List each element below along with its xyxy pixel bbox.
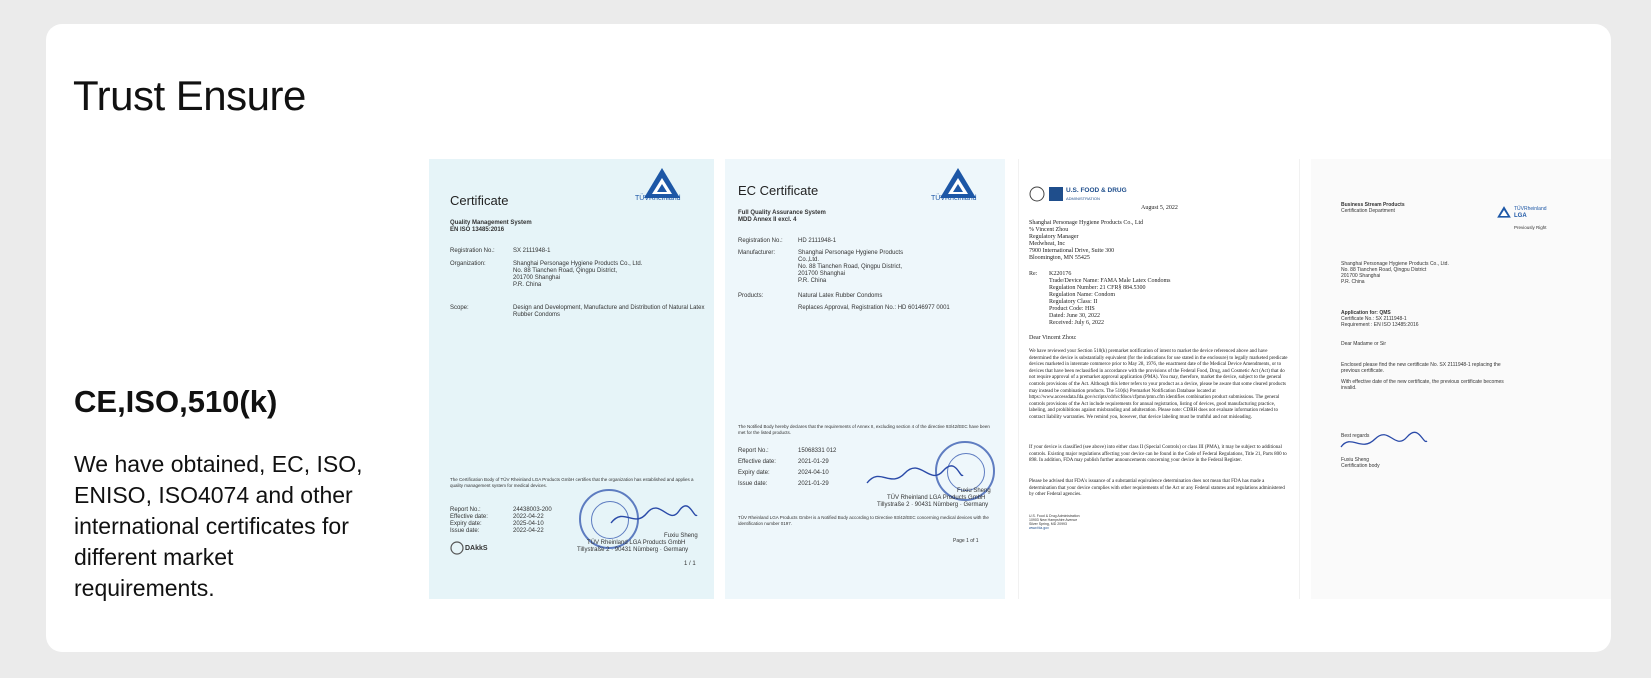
k-number: K220176: [1049, 271, 1072, 277]
letter-addr: Shanghai Personage Hygiene Products Co., Ltd: [1029, 220, 1144, 226]
eff-value: 2021-01-29: [798, 459, 829, 465]
received: Received: July 6, 2022: [1049, 320, 1104, 326]
replace-value: Replaces Approval, Registration No.: HD 60146977 0001: [798, 305, 950, 311]
device-name: Trade/Device Name: FAMA Male Latex Condoms: [1049, 278, 1171, 284]
org-addr: P.R. China: [513, 282, 542, 288]
issue-value: 2022-04-22: [513, 528, 544, 534]
signature-icon: [865, 461, 965, 491]
exp-label: Expiry date:: [450, 521, 482, 527]
fda-agency-sub: ADMINISTRATION: [1066, 196, 1100, 201]
letter-addr: 7900 International Drive, Suite 300: [1029, 248, 1115, 254]
re-label: Re:: [1029, 271, 1038, 277]
issuer-address: Tillystraße 2 · 90431 Nürnberg · Germany: [877, 502, 989, 508]
exp-value: 2024-04-10: [798, 470, 829, 476]
reg-value: SX 2111948-1: [513, 248, 551, 254]
cert-heading: Certificate: [450, 193, 509, 208]
dated: Dated: June 30, 2022: [1049, 313, 1100, 319]
org-value: Shanghai Personage Hygiene Products Co., Ltd.: [513, 261, 643, 267]
report-label: Report No.:: [738, 448, 769, 454]
greeting: Dear Vincent Zhou:: [1029, 335, 1077, 341]
letter-addr: Regulatory Manager: [1029, 234, 1079, 240]
certifications-description: We have obtained, EC, ISO, ENISO, ISO4074 and other international certificates for different market requirements.: [74, 451, 363, 601]
signer-name: Fuxiu Sheng: [1341, 457, 1370, 463]
report-value: 24438003-200: [513, 507, 552, 513]
issuer-address: Tillystraße 2 · 90431 Nürnberg · Germany: [577, 547, 689, 553]
fda-agency-name: U.S. FOOD & DRUG: [1066, 187, 1127, 194]
dakks-logo-icon: [450, 541, 464, 555]
iso-certificate-image[interactable]: [429, 159, 714, 599]
dept-sub: Certification Department: [1341, 208, 1395, 214]
signer-role: Certification body: [1341, 463, 1380, 469]
product-code: Product Code: HIS: [1049, 306, 1095, 312]
application-for: Application for: QMS: [1341, 310, 1391, 316]
man-value: Shanghai Personage Hygiene Products: [798, 250, 904, 256]
lga-logo-text: LGA: [1514, 213, 1527, 219]
man-value: 201700 Shanghai: [798, 271, 846, 277]
issue-label: Issue date:: [450, 528, 480, 534]
letter-body: Please be advised that FDA's issuance of a substantial equivalence determination does not mean that FDA has made a determination that your device complies with other requirements of the Act or any Federal statutes and regulations administered by other Federal agencies.: [1029, 479, 1285, 498]
section-title: Trust Ensure: [73, 72, 306, 119]
man-value: P.R. China: [798, 278, 827, 284]
issuer-company: TÜV Rheinland LGA Products GmbH: [887, 495, 986, 501]
certificate-gallery: [429, 159, 1611, 599]
report-label: Report No.:: [450, 507, 481, 513]
recipient-addr: Shanghai Personage Hygiene Products Co., Ltd.: [1341, 261, 1449, 267]
certifications-heading: CE,ISO,510(k): [74, 384, 278, 419]
body-note: The Notified Body hereby declares that the requirements of Annex II, excluding section 4 of the directive 93/42/EEC have been met for the listed products.: [738, 424, 990, 435]
page-number: 1 / 1: [684, 561, 696, 567]
regulation-name: Regulation Name: Condom: [1049, 292, 1115, 298]
letter-body: We have reviewed your Section 510(k) premarket notification of intent to market the device referenced above and have determined the device is substantially equivalent (for the indications for use stated in the enclosure) to legally marketed predicate devices marketed in interstate commerce prior to May 28, 1976, the enactment date of the Medical Device Amendments, or to devices that have been reclassified in accordance with the provisions of the Federal Food, Drug, and Cosmetic Act (Act) that do not require approval of a premarket approval application (PMA). You may, therefore, market the device, subject to the general controls provisions of the Act. Although this letter refers to your product as a device, please be aware that some cleared products may instead be combination products. The 510(k) Premarket Notification Database located at https://www.accessdata.fda.gov/scripts/cdrh/cfdocs/cfpmn/pmn.cfm identifies combination product submissions. The general controls provisions of the Act include requirements for annual registration, listing of devices, good manufacturing practice, labeling, and prohibitions against misbranding and adulteration. Please note: CDRH does not evaluate information related to contract liability warranties. We remind you, however, that device labeling must be truthful and not misleading.: [1029, 349, 1288, 420]
man-value: No. 88 Tianchen Road, Qingpu District,: [798, 264, 903, 270]
reg-label: Registration No.:: [738, 238, 783, 244]
regulatory-class: Regulatory Class: II: [1049, 299, 1098, 305]
letter-body: If your device is classified (see above) into either class II (Special Controls) or class III (PMA), it may be subject to additional controls. Existing major regulations affecting your device can be found in the Code of Federal Regulations, Title 21, Parts 800 to 898. In addition, FDA may publish further announcements concerning your device in the Federal Register.: [1029, 445, 1287, 464]
letter-addr: Bloomington, MN 55425: [1029, 255, 1090, 261]
dakks-label: DAkkS: [465, 545, 488, 552]
signature-icon: [1339, 429, 1429, 455]
org-label: Organization:: [450, 261, 486, 267]
ec-certificate-image[interactable]: [725, 159, 1005, 599]
man-label: Manufacturer:: [738, 250, 776, 256]
recipient-addr: P.R. China: [1341, 279, 1365, 285]
signer-name: Fuxiu Sheng: [957, 488, 991, 494]
tuv-cover-letter-image[interactable]: [1311, 159, 1611, 599]
org-addr: 201700 Shanghai: [513, 275, 561, 281]
eff-value: 2022-04-22: [513, 514, 544, 520]
issue-label: Issue date:: [738, 481, 768, 487]
tuv-logo-text: TÜVRheinland: [1514, 206, 1547, 212]
letter-body: Enclosed please find the new certificate No. SX 2111948-1 replacing the previous certificate.: [1341, 362, 1501, 374]
recipient-addr: 201700 Shanghai: [1341, 273, 1381, 279]
prod-value: Natural Latex Rubber Condoms: [798, 293, 883, 299]
cert-standard: EN ISO 13485:2016: [450, 227, 505, 233]
fda-footer: 10903 New Hampshire Avenue: [1029, 518, 1078, 522]
man-value: Co.,Ltd.: [798, 257, 820, 263]
footer-note: TÜV Rheinland LGA Products GmbH is a Notified Body according to Directive 93/42/EEC concerning medical devices with the identification number 0197.: [738, 515, 989, 526]
cert-system: Quality Management System: [450, 220, 532, 226]
tuv-logo-text: TÜVRheinland: [635, 195, 681, 202]
eff-label: Effective date:: [738, 459, 776, 465]
requirement: Requirement : EN ISO 13485:2016: [1341, 322, 1419, 328]
scope-value: Design and Development, Manufacture and Distribution of Natural Latex: [513, 305, 705, 311]
reg-label: Registration No.:: [450, 248, 495, 254]
exp-label: Expiry date:: [738, 470, 770, 476]
recipient-addr: No. 88 Tianchen Road, Qingpu District: [1341, 267, 1427, 273]
letter-date: August 5, 2022: [1141, 205, 1178, 211]
page-number: Page 1 of 1: [953, 538, 979, 544]
letter-addr: Medwheat, Inc: [1029, 241, 1065, 247]
reg-value: HD 2111948-1: [798, 238, 837, 244]
signer-name: Fuxiu Sheng: [664, 533, 698, 539]
regulation-number: Regulation Number: 21 CFR§ 884.5300: [1049, 285, 1146, 291]
cert-note: The Certification Body of TÜV Rheinland LGA Products GmbH certifies that the organization has established and applies a quality management system for medical devices.: [450, 477, 694, 488]
cert-heading: EC Certificate: [738, 183, 819, 198]
privacy-note: Previously Right: [1514, 225, 1547, 230]
issuer-company: TÜV Rheinland LGA Products GmbH: [587, 540, 686, 546]
regards: Best regards: [1341, 433, 1370, 439]
tuv-logo-text: TÜVRheinland: [931, 195, 977, 202]
scope-label: Scope:: [450, 305, 469, 311]
cert-system: Full Quality Assurance System: [738, 210, 826, 216]
signature-icon: [609, 501, 699, 531]
eff-label: Effective date:: [450, 514, 488, 520]
tuv-logo-icon: [1496, 205, 1512, 221]
dept-name: Business Stream Products: [1341, 202, 1405, 208]
letter-body: With effective date of the new certificate, the previous certificate becomes invalid.: [1341, 379, 1504, 391]
org-addr: No. 88 Tianchen Road, Qingpu District,: [513, 268, 618, 274]
scope-value: Rubber Condoms: [513, 312, 561, 318]
certificate-number: Certificate No.: SX 2111948-1: [1341, 316, 1407, 322]
fda-510k-letter-image[interactable]: [1019, 159, 1299, 599]
fda-footer: U.S. Food & Drug Administration: [1029, 514, 1080, 518]
prod-label: Products:: [738, 293, 764, 299]
cert-annex: MDD Annex II excl. 4: [738, 217, 797, 223]
issue-value: 2021-01-29: [798, 481, 829, 487]
letter-addr: % Vincent Zhou: [1029, 227, 1069, 233]
greeting: Dear Madame or Sir: [1341, 341, 1387, 347]
exp-value: 2025-04-10: [513, 521, 544, 527]
fda-footer-link: www.fda.gov: [1029, 526, 1049, 530]
report-value: 15068331 012: [798, 448, 837, 454]
trust-ensure-card: [46, 24, 1611, 652]
fda-footer: Silver Spring, MD 20993: [1029, 522, 1067, 526]
